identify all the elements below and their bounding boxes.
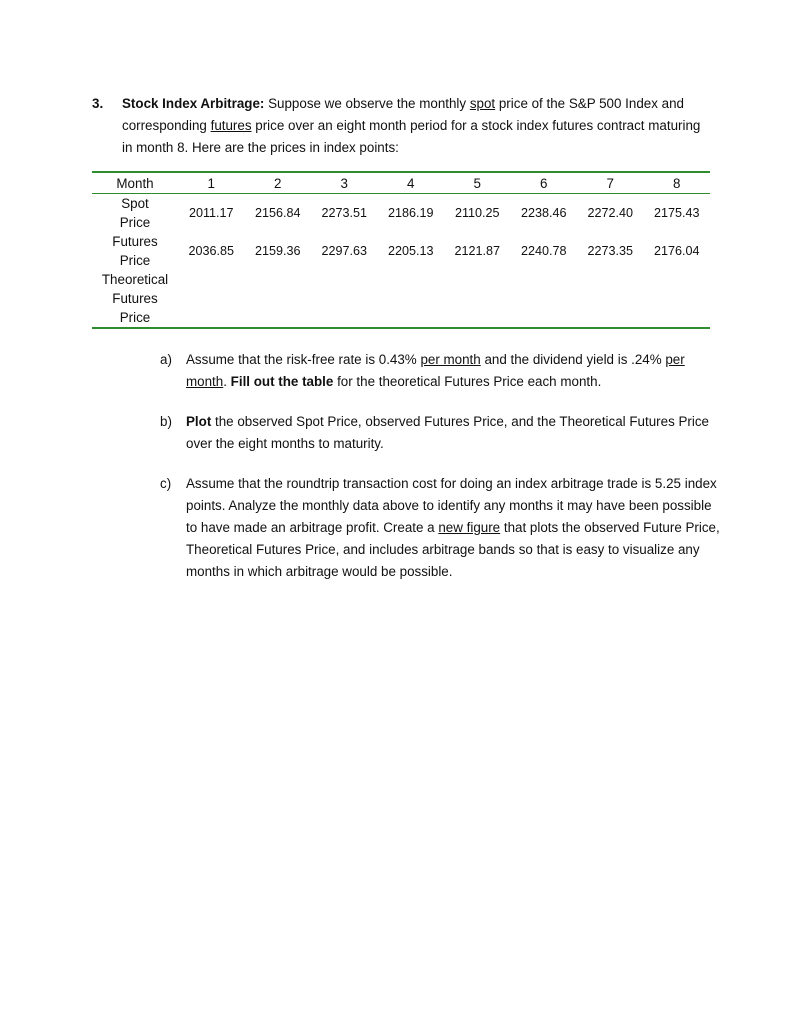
row-label-line: Price (119, 253, 151, 268)
empty-cell (378, 270, 445, 328)
part-text: for the theoretical Futures Price each month. (333, 374, 602, 389)
table-cell: 2036.85 (188, 244, 235, 258)
bold-text: Fill out the table (230, 374, 334, 389)
intro-part-3: price over an eight month period for a stock index futures contract maturing in month 8. Here are the prices in index points: (122, 118, 701, 155)
empty-cell (511, 270, 578, 328)
row-label-line: Futures (112, 234, 158, 249)
underlined-text: per month (186, 352, 685, 389)
empty-cell (178, 270, 245, 328)
sub-questions (160, 349, 720, 601)
month-col-7: 7 (577, 172, 644, 194)
table-cell: 2110.25 (454, 206, 500, 220)
part-label: c) (160, 476, 172, 491)
table-cell: 2186.19 (387, 206, 434, 220)
row-label-line: Price (119, 310, 151, 325)
month-col-2: 2 (245, 172, 312, 194)
empty-cell (311, 270, 378, 328)
part-text: Assume that the roundtrip transaction cost for doing an index arbitrage trade is 5.25 index points. Analyze the monthly data above to identify any months it may have been possible to have made an arbitrage profit. Create a (186, 476, 717, 535)
table-cell: 2238.46 (520, 206, 567, 220)
futures-word: futures (210, 118, 252, 133)
table-cell: 2273.35 (587, 244, 634, 258)
month-col-3: 3 (311, 172, 378, 194)
table-cell: 2156.84 (254, 206, 301, 220)
row-label-line: Spot (121, 196, 149, 211)
empty-cell (644, 270, 711, 328)
part-c (160, 473, 720, 583)
underlined-text: per month (420, 352, 481, 367)
empty-cell (577, 270, 644, 328)
underlined-text: new figure (438, 520, 501, 535)
empty-cell (245, 270, 312, 328)
table-cell: 2297.63 (321, 244, 368, 258)
intro-part-1: Suppose we observe the monthly (264, 96, 470, 111)
table-cell: 2121.87 (454, 244, 501, 258)
question-3 (92, 93, 712, 159)
question-number: 3. (92, 96, 104, 111)
month-col-1: 1 (178, 172, 245, 194)
question-title: Stock Index Arbitrage: (122, 96, 265, 111)
part-text: and the dividend yield is .24% (480, 352, 666, 367)
table-header-row (92, 172, 710, 194)
spot-price-row (92, 194, 710, 233)
table-cell: 2205.13 (387, 244, 434, 258)
table-cell: 2272.40 (587, 206, 634, 220)
theoretical-futures-price-row (92, 270, 710, 328)
month-col-4: 4 (378, 172, 445, 194)
table-cell: 2011.17 (188, 206, 234, 220)
question-text (122, 93, 712, 159)
row-label (92, 194, 178, 233)
empty-cell (444, 270, 511, 328)
part-text: that plots the observed Future Price, Theoretical Futures Price, and includes arbitrage bands so that is easy to visualize any months in which arbitrage would be possible. (186, 520, 720, 579)
futures-price-row (92, 232, 710, 270)
table-cell: 2240.78 (520, 244, 567, 258)
part-text: the observed Spot Price, observed Futures Price, and the Theoretical Futures Price over the eight months to maturity. (186, 414, 709, 451)
intro-part-2: price of the S&P 500 Index and corresponding (122, 96, 684, 133)
spot-word: spot (469, 96, 496, 111)
table-cell: 2159.36 (254, 244, 301, 258)
month-header: Month (92, 172, 178, 194)
part-label: b) (160, 414, 172, 429)
part-label: a) (160, 352, 172, 367)
table-cell: 2175.43 (653, 206, 700, 220)
part-text: Assume that the risk-free rate is 0.43% (186, 352, 421, 367)
row-label-line: Futures (112, 291, 158, 306)
month-col-6: 6 (511, 172, 578, 194)
bold-text: Plot (186, 414, 212, 429)
table-cell: 2176.04 (653, 244, 700, 258)
row-label-line: Price (119, 215, 151, 230)
row-label-line: Theoretical (101, 272, 169, 287)
part-text: . (223, 374, 231, 389)
part-a (160, 349, 720, 393)
table-cell: 2273.51 (321, 206, 368, 220)
month-col-8: 8 (644, 172, 711, 194)
month-col-5: 5 (444, 172, 511, 194)
price-table (92, 171, 710, 329)
part-b (160, 411, 720, 455)
row-label (92, 232, 178, 270)
row-label (92, 270, 178, 328)
